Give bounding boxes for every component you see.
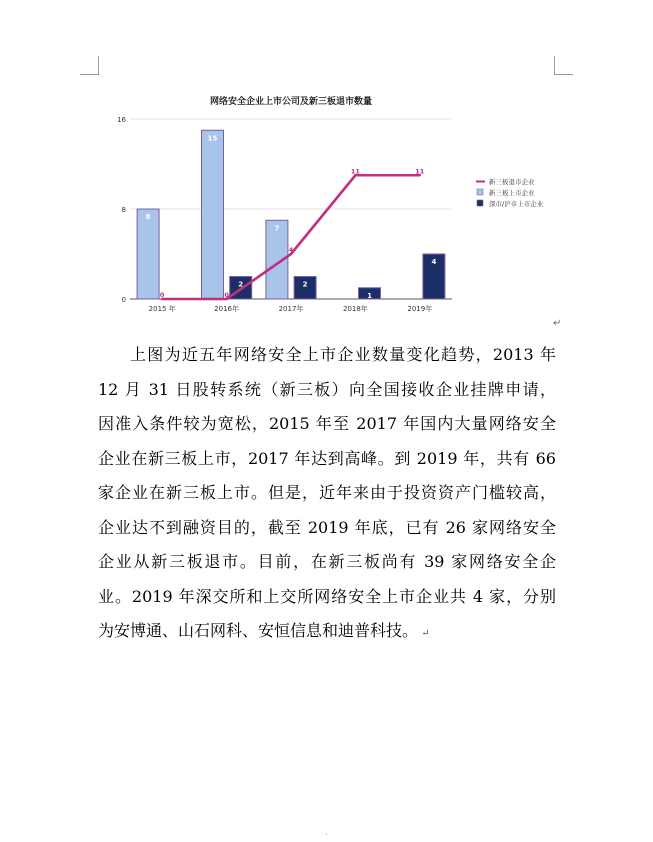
x-tick-label: 2017年 — [278, 305, 304, 313]
paragraph-line: 上图为近五年网络安全上市企业数量变化趋势，2013 年 — [130, 345, 556, 364]
bar — [202, 130, 224, 299]
paragraph-line: 企业在新三板上市，2017 年达到高峰。到 2019 年，共有 66 — [98, 448, 556, 468]
y-tick-label: 16 — [117, 116, 126, 124]
line-data-label: 0 — [159, 291, 165, 299]
line-data-label: 11 — [415, 167, 425, 176]
paragraph-mark-icon: ↵ — [418, 628, 430, 639]
paragraph-line: 企业从新三板退市。目前，在新三板尚有 39 家网络安全企 — [98, 552, 556, 571]
paragraph-line: 因准入条件较为宽松，2015 年至 2017 年国内大量网络安全 — [98, 414, 556, 433]
bar-data-label: 2 — [302, 280, 308, 289]
x-tick-label: 2015 年 — [148, 305, 176, 313]
bar — [137, 209, 159, 299]
footer-mark: · — [325, 830, 328, 839]
legend-swatch — [477, 189, 483, 195]
paragraph-line-text: 为安博通、山石网科、安恒信息和迪普科技。 — [98, 621, 419, 640]
paragraph-line: 企业达不到融资目的，截至 2019 年底，已有 26 家网络安全 — [98, 517, 556, 537]
paragraph-line — [98, 614, 556, 649]
x-tick-label: 2019年 — [407, 305, 433, 313]
paragraph-line: 业。2019 年深交所和上交所网络安全上市企业共 4 家，分别 — [98, 586, 556, 606]
line-data-label: 4 — [288, 246, 294, 254]
bar-data-label: 1 — [367, 291, 372, 300]
legend-label: 深市/沪市上市企业 — [489, 200, 544, 208]
body-paragraph — [98, 338, 556, 649]
chart — [100, 88, 570, 324]
chart-title: 网络安全企业上市公司及新三板退市数量 — [209, 97, 373, 107]
x-tick-label: 2016年 — [214, 305, 240, 313]
x-tick-label: 2018年 — [342, 305, 368, 313]
legend-swatch — [477, 200, 483, 206]
line-data-label: 0 — [224, 291, 229, 299]
legend-label: 新三板上市企业 — [489, 189, 535, 197]
legend-label: 新三板退市企业 — [489, 178, 535, 186]
paragraph-line: 家企业在新三板上市。但是，近年来由于投资资产门槛较高， — [98, 483, 556, 502]
crop-mark-top-left — [80, 56, 99, 75]
crop-mark-top-right — [554, 56, 573, 75]
bar-data-label: 8 — [145, 213, 151, 221]
line-data-label: 11 — [350, 167, 360, 176]
paragraph-line: 12 月 31 日股转系统（新三板）向全国接收企业挂牌申请， — [98, 379, 556, 399]
bar-data-label: 4 — [431, 258, 437, 266]
bar-data-label: 2 — [238, 280, 244, 289]
line-series — [159, 175, 420, 299]
y-tick-label: 0 — [121, 296, 126, 304]
bar-data-label: 15 — [207, 134, 218, 143]
paragraph-mark-icon: ↵ — [553, 318, 562, 329]
bar-data-label: 7 — [274, 224, 280, 233]
y-tick-label: 8 — [121, 206, 126, 214]
